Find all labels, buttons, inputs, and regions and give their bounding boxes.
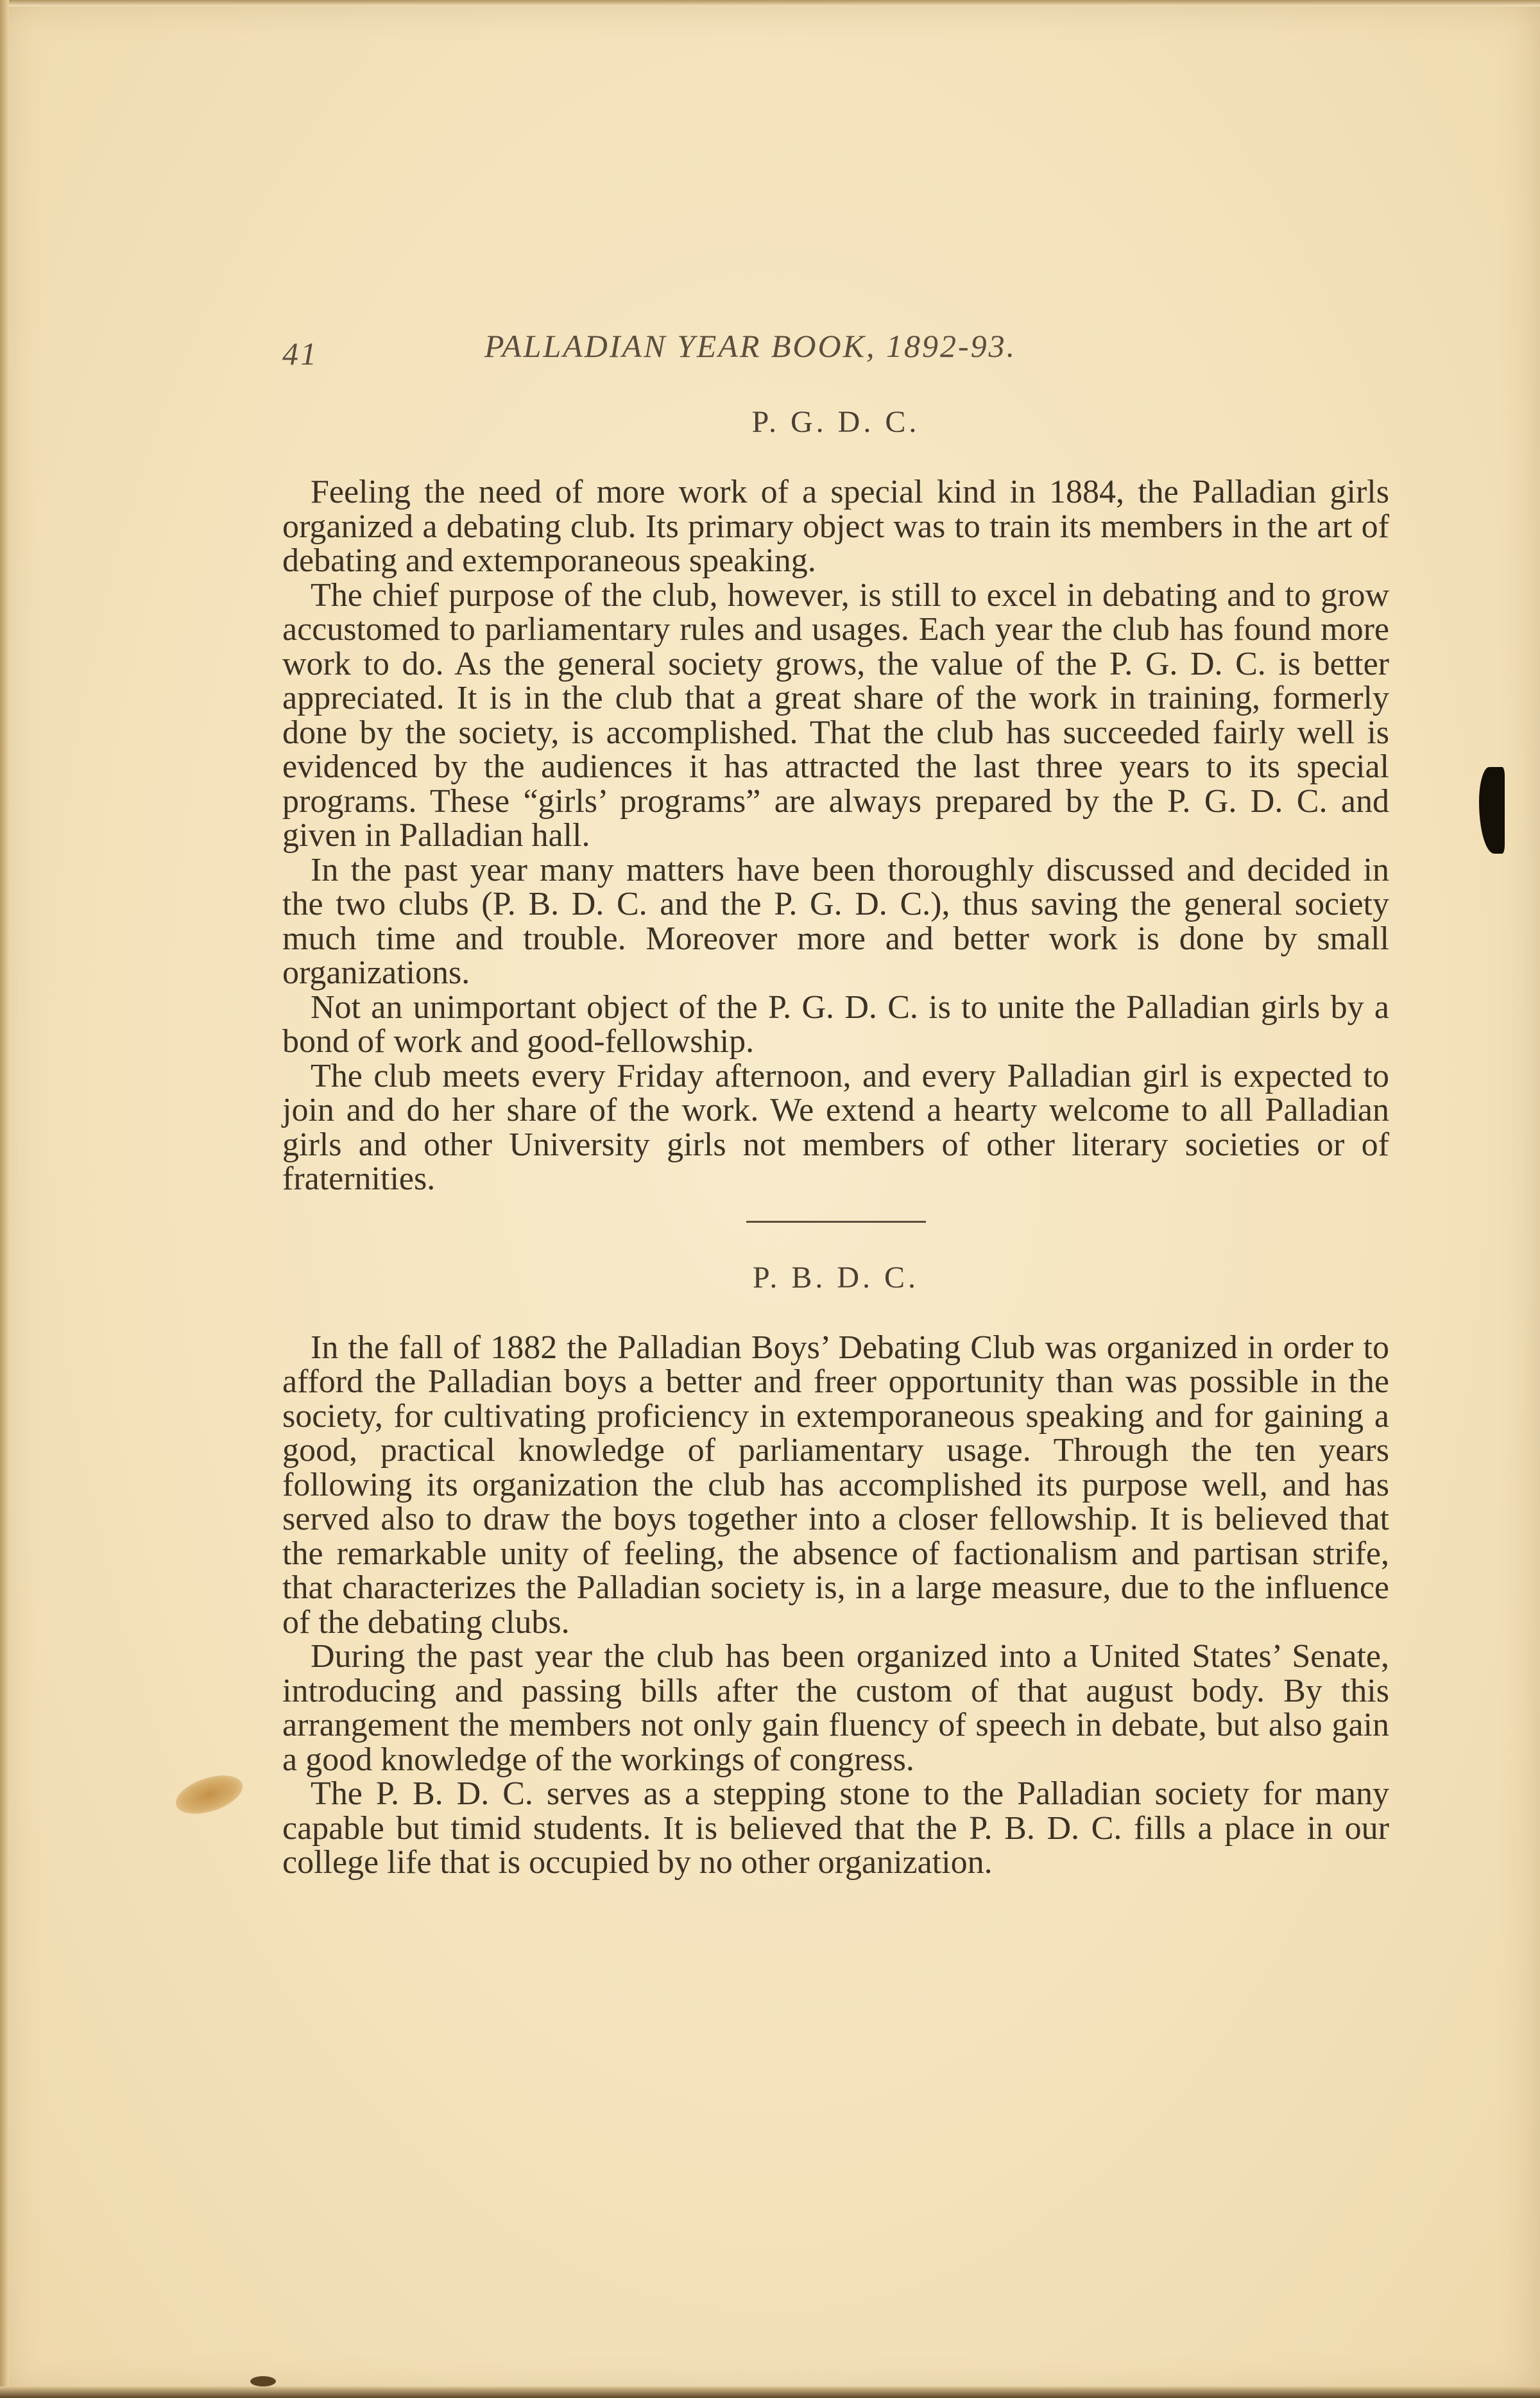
page-top-edge [0, 0, 1540, 6]
paper-speck [250, 2376, 276, 2386]
page-bottom-edge [0, 2386, 1540, 2398]
section-divider [746, 1221, 926, 1223]
paragraph: Not an unimportant object of the P. G. D. C. is to unite the Palladian girls by a bond of work and good-fellowship. [282, 988, 1389, 1060]
page-tear [1479, 767, 1505, 854]
paragraph: The chief purpose of the club, however, is still to excel in debating and to grow accustomed to parliamentary rules and usages. Each year the club has found more work to do. As the general society grows, the value of the P. G. D. C. is better appreciated. It is in the club that a great share of the work in training, formerly done by the society, is accomplished. That the club has succeeded fairly well is evidenced by the audiences it has attracted the last three years to its special programs. These “girls’ programs” are always prepared by the P. G. D. C. and given in Palladian hall. [282, 576, 1389, 854]
paragraph: The P. B. D. C. serves as a stepping stone to the Palladian society for many capable but timid students. It is believed that the P. B. D. C. fills a place in our college life that is occupied by no other organization. [282, 1775, 1389, 1881]
page-left-edge [0, 0, 9, 2398]
running-head [282, 327, 1389, 372]
text-block [282, 327, 1389, 1880]
page-number: 41 [282, 336, 318, 372]
paper-stain [171, 1768, 248, 1822]
paragraph: In the past year many matters have been thoroughly discussed and decided in the two clubs (P. B. D. C. and the P. G. D. C.), thus saving the general society much time and trouble. Moreover more and better work is done by small organizations. [282, 851, 1389, 991]
paragraph: Feeling the need of more work of a special kind in 1884, the Palladian girls organized a debating club. Its primary object was to train its members in the art of debating and extemporaneous speaking. [282, 474, 1389, 579]
paragraph: In the fall of 1882 the Palladian Boys’ Debating Club was organized in order to afford the Palladian boys a better and freer opportunity than was possible in the society, for cultivating proficiency in extemporaneous speaking and for gaining a good, practical knowledge of parliamentary usage. Through the ten years following its organization the club has accomplished its purpose well, and has served also to draw the boys together into a closer fellowship. It is believed that the remarkable unity of feeling, the absence of factionalism and partisan strife, that characterizes the Palladian society is, in a large measure, due to the influence of the debating clubs. [282, 1329, 1389, 1641]
section-heading: P. G. D. C. [751, 405, 920, 439]
running-head-title: PALLADIAN YEAR BOOK, 1892-93. [484, 328, 1017, 364]
paragraph: During the past year the club has been organized into a United States’ Senate, introducing and passing bills after the custom of that august body. By this arrangement the members not only gain fluency of speech in debate, but also gain a good knowledge of the workings of congress. [282, 1638, 1389, 1778]
section-pgdc [282, 404, 1389, 1196]
paragraph: The club meets every Friday afternoon, and every Palladian girl is expected to join and do her share of the work. We extend a hearty welcome to all Palladian girls and other University girls not members of other literary societies or of fraternities. [282, 1057, 1389, 1197]
section-pbdc [282, 1260, 1389, 1880]
section-heading: P. B. D. C. [752, 1260, 920, 1295]
